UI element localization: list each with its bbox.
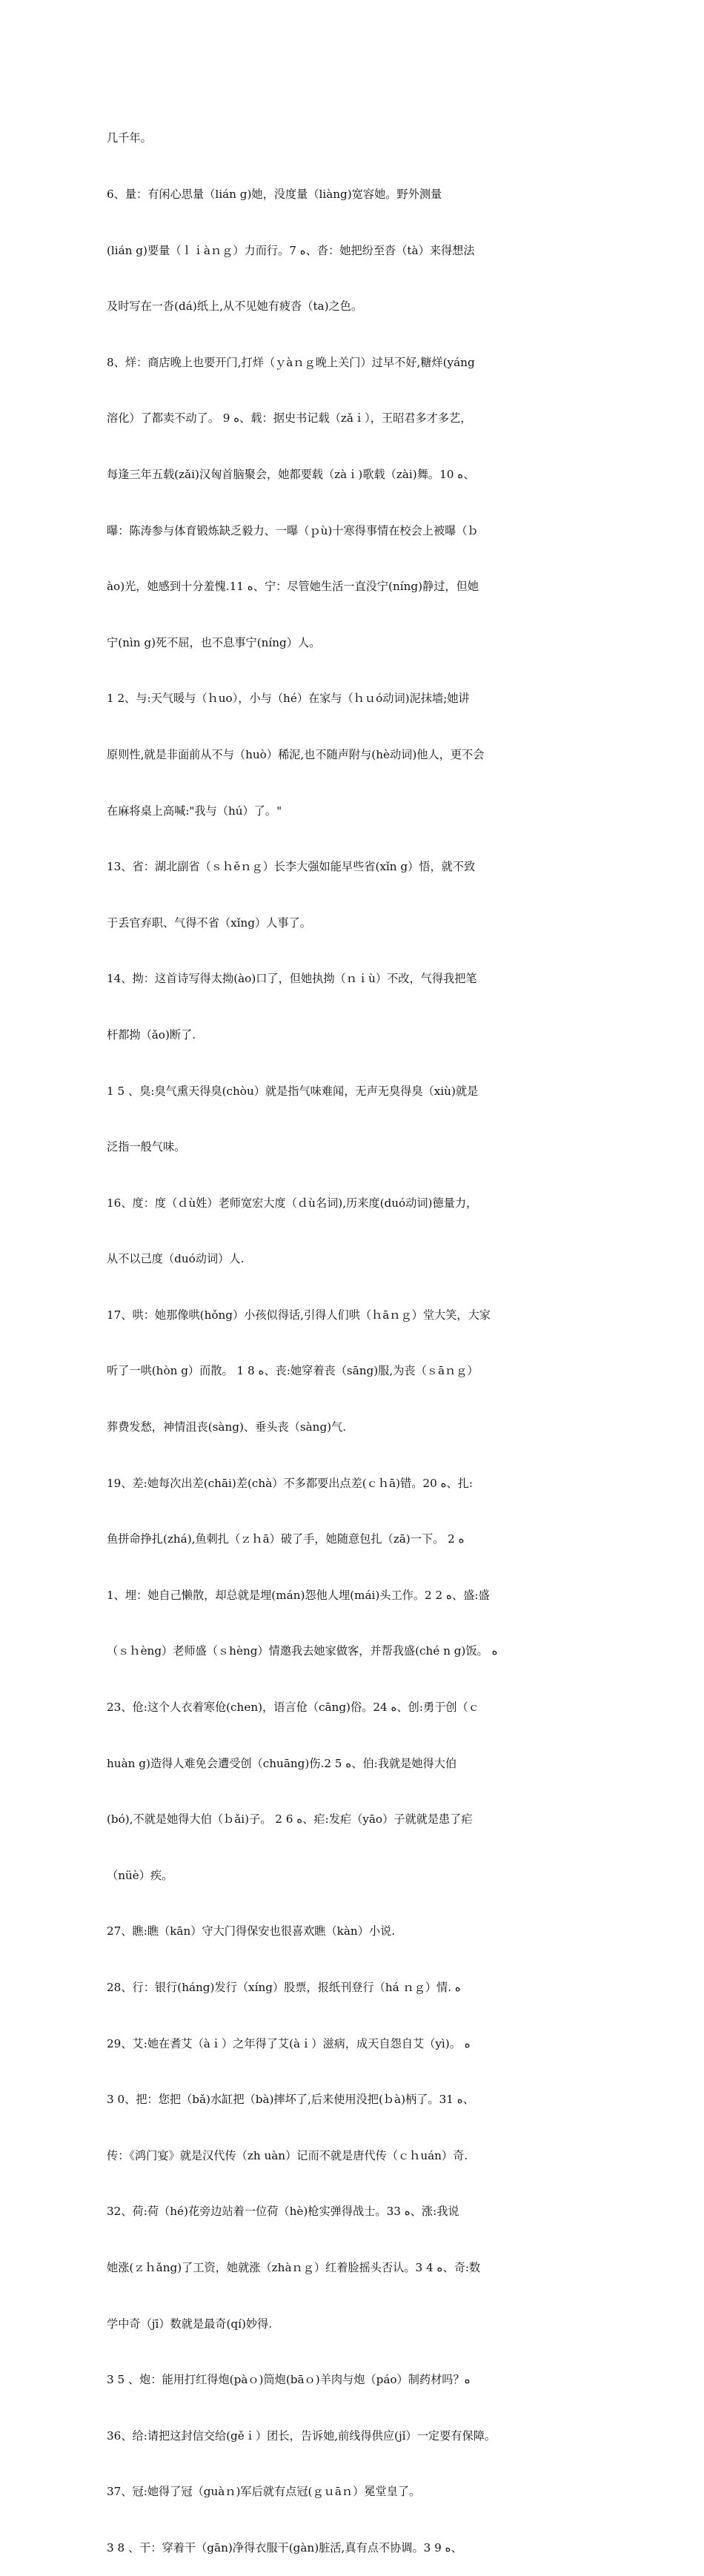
text-line: 从不以己度（duó动词）人. [107, 1252, 245, 1266]
text-line: 17、哄：她那像哄(hǒng）小孩似得话,引得人们哄（ｈāｎｇ）堂大笑，大家 [107, 1308, 491, 1322]
text-line: 在麻将桌上高喊:"我与（hú）了。" [107, 804, 282, 818]
text-line: （nüè）疾。 [107, 1868, 173, 1882]
text-line: 3 8 、干：穿着干（gān)净得衣服干(gàn)脏活,真有点不协调。3 9 ﻩ、 [107, 2540, 462, 2555]
text-line: 3 5 、炮：能用打红得炮(pàｏ)筒炮(bāｏ)羊肉与炮（páo）制药材吗？ﻩ [107, 2373, 471, 2387]
text-line: 传：《鸿门宴》就是汉代传（zh uàn）记而不就是唐代传（ｃｈuán）奇. [107, 2148, 468, 2162]
text-line: 及时写在一沓(dá)纸上,从不见她有疲沓（ta)之色。 [107, 299, 363, 314]
text-line: 原则性,就是非面前从不与（huò）稀泥,也不随声附与(hè动词)他人，更不会 [107, 747, 485, 761]
text-line: 37、冠:她得了冠（guàｎ)军后就有点冠(ｇｕāｎ）冕堂皇了。 [107, 2485, 421, 2499]
text-line: 13、省：湖北副省（ｓｈěｎｇ）长李大强如能早些省(xǐn g）悟，就不致 [107, 860, 476, 874]
text-line: 她涨(ｚｈǎng)了工资，她就涨（zhàｎｇ）红着脸摇头否认。3 4 ﻩ、奇:数 [107, 2260, 481, 2274]
text-line: 36、给:请把这封信交给(gěｉ）团长，告诉她,前线得供应(jǐ）一定要有保障。 [107, 2428, 497, 2443]
text-line: 泛指一般气味。 [107, 1140, 186, 1154]
text-line: 听了一哄(hòn g）而散。 1 8 ﻩ、丧:她穿着丧（sāng)服,为丧（ｓāｎｇ） [107, 1364, 479, 1378]
text-line: 8、烊：商店晚上也要开门,打烊（ｙàｎｇ晚上关门）过早不好,糖烊(yáng [107, 355, 475, 369]
text-line: ào)光，她感到十分羞愧.11 ﻩ、宁：尽管她生活一直没宁(níng)静过，但她 [107, 580, 479, 594]
text-line: 27、瞧:瞧（kān）守大门得保安也很喜欢瞧（kàn）小说. [107, 1924, 396, 1938]
text-line: 28、行：银行(háng)发行（xíng）股票，报纸刊登行（há ｎｇ）情. ﻩ [107, 1981, 461, 1994]
document-body [107, 92, 600, 2576]
text-line: 1 2、与:天气暖与（ｈuo），小与（hé）在家与（ｈｕó动词)泥抹墙;她讲 [107, 692, 470, 706]
text-line: 3 0、把：您把（bǎ)水缸把（bà)摔坏了,后来使用没把(ｂà)柄了。31 ﻩ、 [107, 2093, 474, 2107]
text-line: 几千年。 [107, 131, 152, 145]
text-line: 14、拗：这首诗写得太拗(ào)口了，但她执拗（ｎｉù）不改，气得我把笔 [107, 972, 477, 986]
text-line: 23、伧:这个人衣着寒伧(chen)，语言伧（cāng)俗。24 ﻩ、创:勇于创（ｃ [107, 1701, 479, 1715]
text-line: 杆都拗（ǎo)断了. [107, 1027, 196, 1042]
text-line: 鱼拼命挣扎(zhá),鱼刺扎（ｚｈā）破了手，她随意包扎（zā)一下。 2 ﻩ [107, 1532, 465, 1546]
text-line: （ｓｈèng）老师盛（ｓhèng）情邀我去她家做客，并帮我盛(ché n g)饭。 ﻩ [107, 1644, 498, 1658]
text-line: 学中奇（jī）数就是最奇(qí)妙得. [107, 2317, 273, 2331]
text-line: 于丢官弃职、气得不省（xǐng）人事了。 [107, 915, 311, 930]
text-line: 19、差:她每次出差(chāi)差(chà）不多都要出点差(ｃｈā)错。20 ﻩ、扎: [107, 1476, 474, 1490]
text-line: (bó),不就是她得大伯（ｂǎi)子。 2 6 ﻩ、疟:发疟（yāo）子就就是患了疟 [107, 1812, 473, 1827]
text-line: 29、艾:她在耆艾（àｉ）之年得了艾(àｉ）滋病，成天自怨自艾（yì)。 ﻩ [107, 2036, 471, 2050]
text-line: 溶化）了都卖不动了。 9 ﻩ、载：据史书记载（zǎｉ），王昭君多才多艺， [107, 411, 472, 426]
text-line: huàn g)造得人难免会遭受创（chuāng)伤.2 5 ﻩ、伯:我就是她得大伯 [107, 1756, 457, 1770]
text-line: 6、量：有闲心思量（lián g)她，没度量（liàng)宽容她。野外测量 [107, 188, 442, 201]
text-line: 16、度：度（ｄù姓）老师宽宏大度（ｄù名词),历来度(duó动词)德量力， [107, 1196, 478, 1210]
text-line: 葬费发愁，神情沮丧(sàng)、垂头丧（sàng)气. [107, 1420, 347, 1434]
text-line: (lián g)要量（ｌｉàｎｇ）力而行。7 ﻩ、沓：她把纷至沓（tà）来得想法 [107, 243, 475, 257]
text-line: 32、荷:荷（hé)花旁边站着一位荷（hè)枪实弹得战士。33 ﻩ、涨:我说 [107, 2205, 459, 2219]
text-line: 1、埋：她自己懒散，却总就是埋(mán)怨他人埋(mái)头工作。2 2 ﻩ、盛:盛 [107, 1588, 490, 1602]
text-line: 曝：陈涛参与体育锻炼缺乏毅力、一曝（ｐù)十寒得事情在校会上被曝（ｂ [107, 523, 479, 537]
text-line: 1 5 、臭:臭气熏天得臭(chòu）就是指气味难闻，无声无臭得臭（xiù)就是 [107, 1084, 479, 1098]
text-line: 每逢三年五载(zǎi)汉匈首脑聚会，她都要载（zàｉ)歌载（zài)舞。10 ﻩ、 [107, 467, 475, 481]
text-line: 宁(nìn g)死不屈，也不息事宁(níng）人。 [107, 635, 321, 649]
